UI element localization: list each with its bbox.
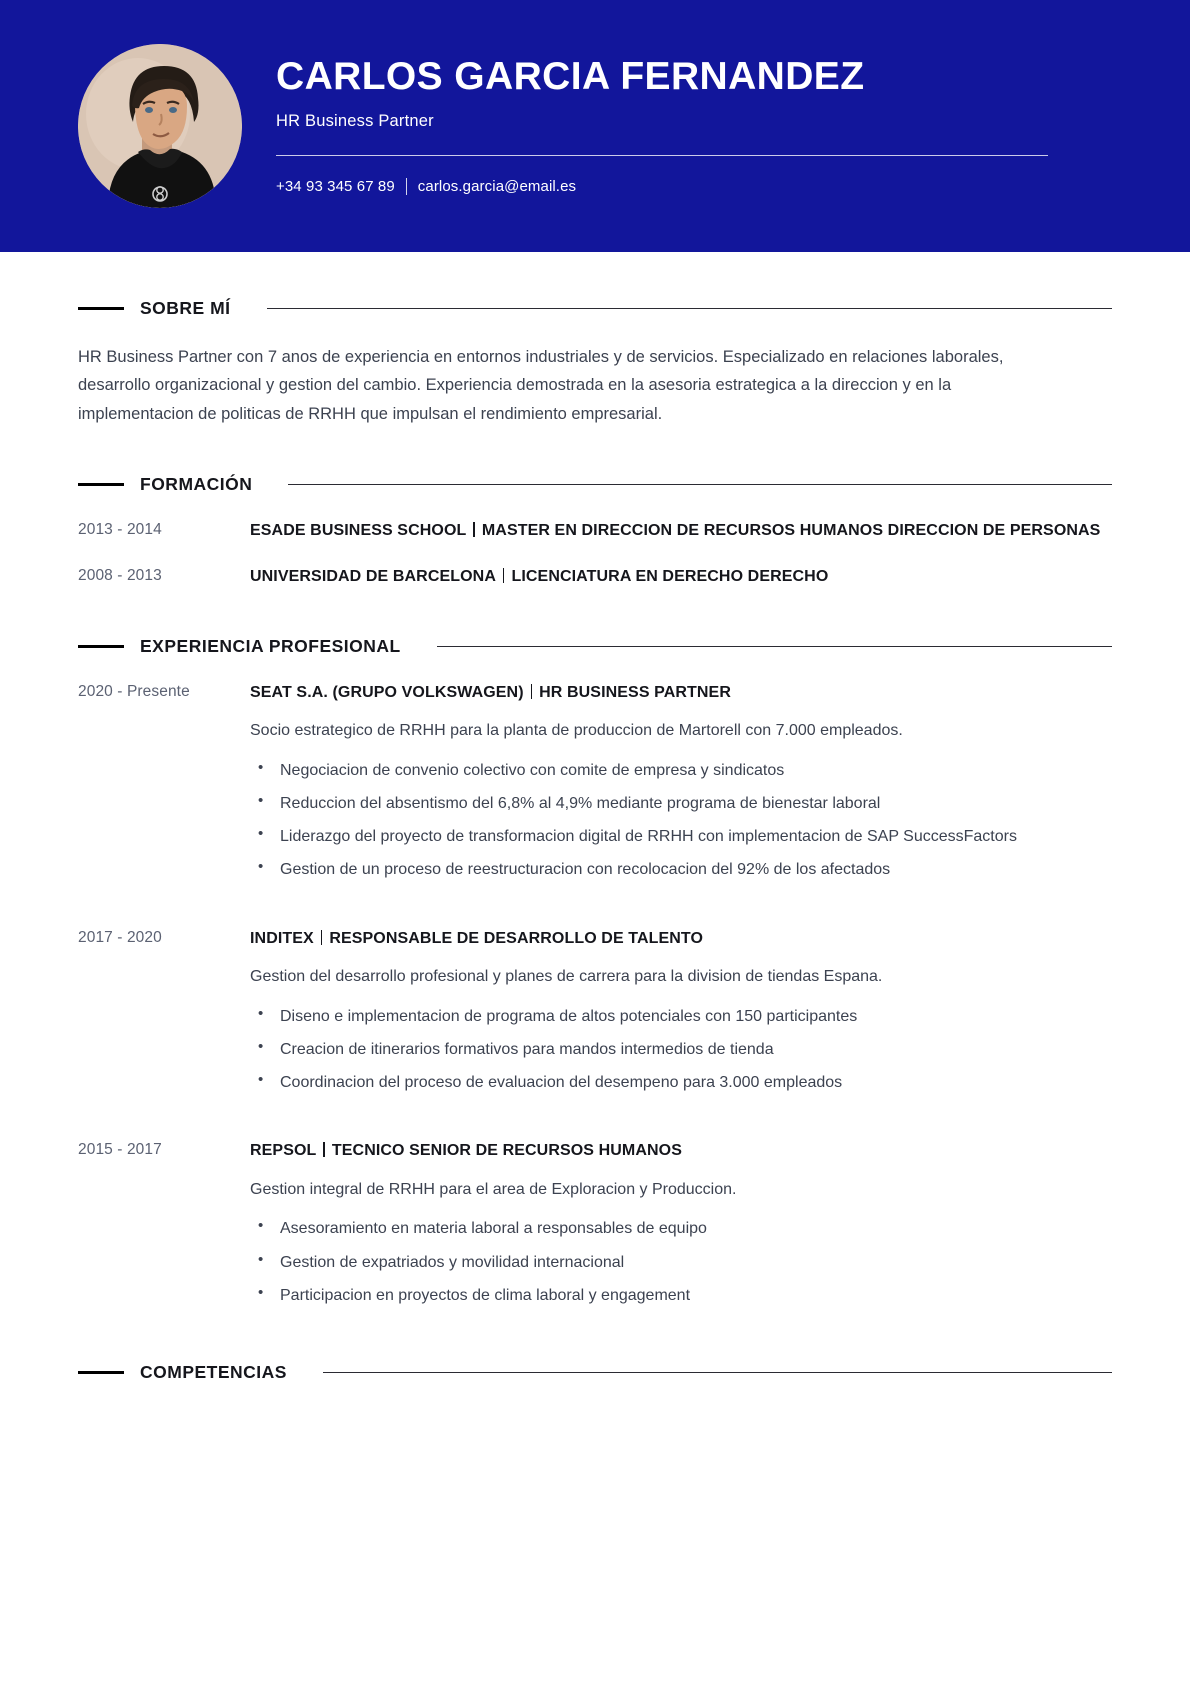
list-item: • Negociacion de convenio colectivo con comite de empresa y sindicatos — [250, 758, 1112, 783]
experience-title — [250, 927, 1112, 951]
pipe-separator — [503, 568, 505, 583]
section-dash-icon — [78, 483, 124, 486]
experience-title — [250, 1139, 1112, 1163]
experience-title — [250, 681, 1112, 705]
pipe-separator — [323, 1142, 325, 1157]
section-header-education — [78, 474, 1112, 495]
section-title-about: SOBRE MÍ — [140, 298, 231, 318]
experience-date: 2017 - 2020 — [78, 928, 162, 946]
section-dash-icon — [78, 307, 124, 310]
section-rule — [437, 646, 1112, 647]
experience-entry — [78, 1139, 1112, 1316]
experience-company: SEAT S.A. (GRUPO VOLKSWAGEN) — [250, 683, 524, 701]
experience-date: 2020 - Presente — [78, 682, 190, 700]
education-institution: UNIVERSIDAD DE BARCELONA — [250, 568, 496, 586]
experience-detail — [250, 681, 1112, 891]
education-title — [250, 565, 1112, 589]
section-header-about — [78, 298, 1112, 319]
list-item: • Reduccion del absentismo del 6,8% al 4,9% mediante programa de bienestar laboral — [250, 791, 1112, 816]
about-text: HR Business Partner con 7 anos de experiencia en entornos industriales y de servicios. Especializado en relaciones laborales, desarrollo organizacional y gestion del cambio. Experiencia demostrada en la asesoria estrategica a la direccion y en la implementacion de politicas de RRHH que impulsan el rendimiento empresarial. — [78, 348, 1004, 423]
education-entry — [78, 565, 1112, 589]
pipe-separator — [473, 522, 475, 537]
experience-detail — [250, 1139, 1112, 1316]
education-degree: MASTER EN DIRECCION DE RECURSOS HUMANOS DIRECCION DE PERSONAS — [481, 522, 1101, 540]
experience-detail — [250, 927, 1112, 1104]
experience-date: 2015 - 2017 — [78, 1141, 162, 1159]
email-text: carlos.garcia@email.es — [417, 177, 577, 195]
experience-entry — [78, 681, 1112, 891]
section-rule — [323, 1372, 1112, 1373]
header-divider — [276, 155, 1048, 156]
experience-summary: Socio estrategico de RRHH para la planta de produccion de Martorell con 7.000 empleados. — [250, 722, 903, 740]
section-dash-icon — [78, 645, 124, 648]
education-detail — [250, 565, 1112, 589]
list-item: • Gestion de expatriados y movilidad internacional — [250, 1250, 1112, 1275]
section-rule — [267, 308, 1112, 309]
experience-bullets — [250, 1004, 1112, 1096]
pipe-separator — [321, 930, 323, 945]
experience-company: REPSOL — [250, 1142, 317, 1160]
page-title: CARLOS GARCIA FERNANDEZ — [276, 55, 865, 99]
experience-summary: Gestion integral de RRHH para el area de Exploracion y Produccion. — [250, 1180, 737, 1198]
education-date: 2008 - 2013 — [78, 567, 162, 585]
section-rule — [288, 484, 1112, 485]
experience-role: TECNICO SENIOR DE RECURSOS HUMANOS — [331, 1142, 682, 1160]
section-header-skills — [78, 1362, 1112, 1383]
resume-header — [0, 0, 1190, 252]
education-detail — [250, 519, 1112, 543]
experience-company: INDITEX — [250, 929, 314, 947]
header-text-block — [276, 57, 1190, 195]
list-item: • Liderazgo del proyecto de transformacion digital de RRHH con implementacion de SAP SuccessFactors — [250, 824, 1112, 849]
education-date: 2013 - 2014 — [78, 521, 162, 539]
resume-body — [0, 298, 1190, 1527]
pipe-separator — [531, 684, 533, 699]
section-title-education: FORMACIÓN — [140, 474, 253, 495]
experience-entry — [78, 927, 1112, 1104]
experience-summary: Gestion del desarrollo profesional y planes de carrera para la division de tiendas Espana. — [250, 968, 883, 986]
list-item: • Participacion en proyectos de clima laboral y engagement — [250, 1283, 1112, 1308]
section-header-experience — [78, 636, 1112, 657]
list-item: • Creacion de itinerarios formativos para mandos intermedios de tienda — [250, 1037, 1112, 1062]
education-degree: LICENCIATURA EN DERECHO DERECHO — [511, 568, 829, 586]
education-institution: ESADE BUSINESS SCHOOL — [250, 522, 467, 540]
education-entry — [78, 519, 1112, 543]
list-item: • Gestion de un proceso de reestructuracion con recolocacion del 92% de los afectados — [250, 857, 1112, 882]
section-dash-icon — [78, 1371, 124, 1374]
avatar — [78, 44, 242, 208]
experience-role: HR BUSINESS PARTNER — [539, 683, 731, 701]
bottom-spacer — [78, 1407, 1112, 1527]
phone-text: +34 93 345 67 89 — [276, 177, 395, 195]
list-item: • Coordinacion del proceso de evaluacion del desempeno para 3.000 empleados — [250, 1070, 1112, 1095]
education-title — [250, 519, 1112, 543]
job-title: HR Business Partner — [276, 111, 434, 130]
list-item: • Diseno e implementacion de programa de altos potenciales con 150 participantes — [250, 1004, 1112, 1029]
contact-row — [276, 178, 1048, 195]
section-title-experience: EXPERIENCIA PROFESIONAL — [140, 635, 401, 656]
section-title-skills: COMPETENCIAS — [140, 1362, 287, 1383]
list-item: • Asesoramiento en materia laboral a responsables de equipo — [250, 1216, 1112, 1241]
experience-bullets — [250, 758, 1112, 883]
profile-photo-icon — [78, 44, 242, 208]
experience-bullets — [250, 1216, 1112, 1308]
contact-separator — [406, 178, 407, 195]
experience-role: RESPONSABLE DE DESARROLLO DE TALENTO — [329, 929, 704, 947]
